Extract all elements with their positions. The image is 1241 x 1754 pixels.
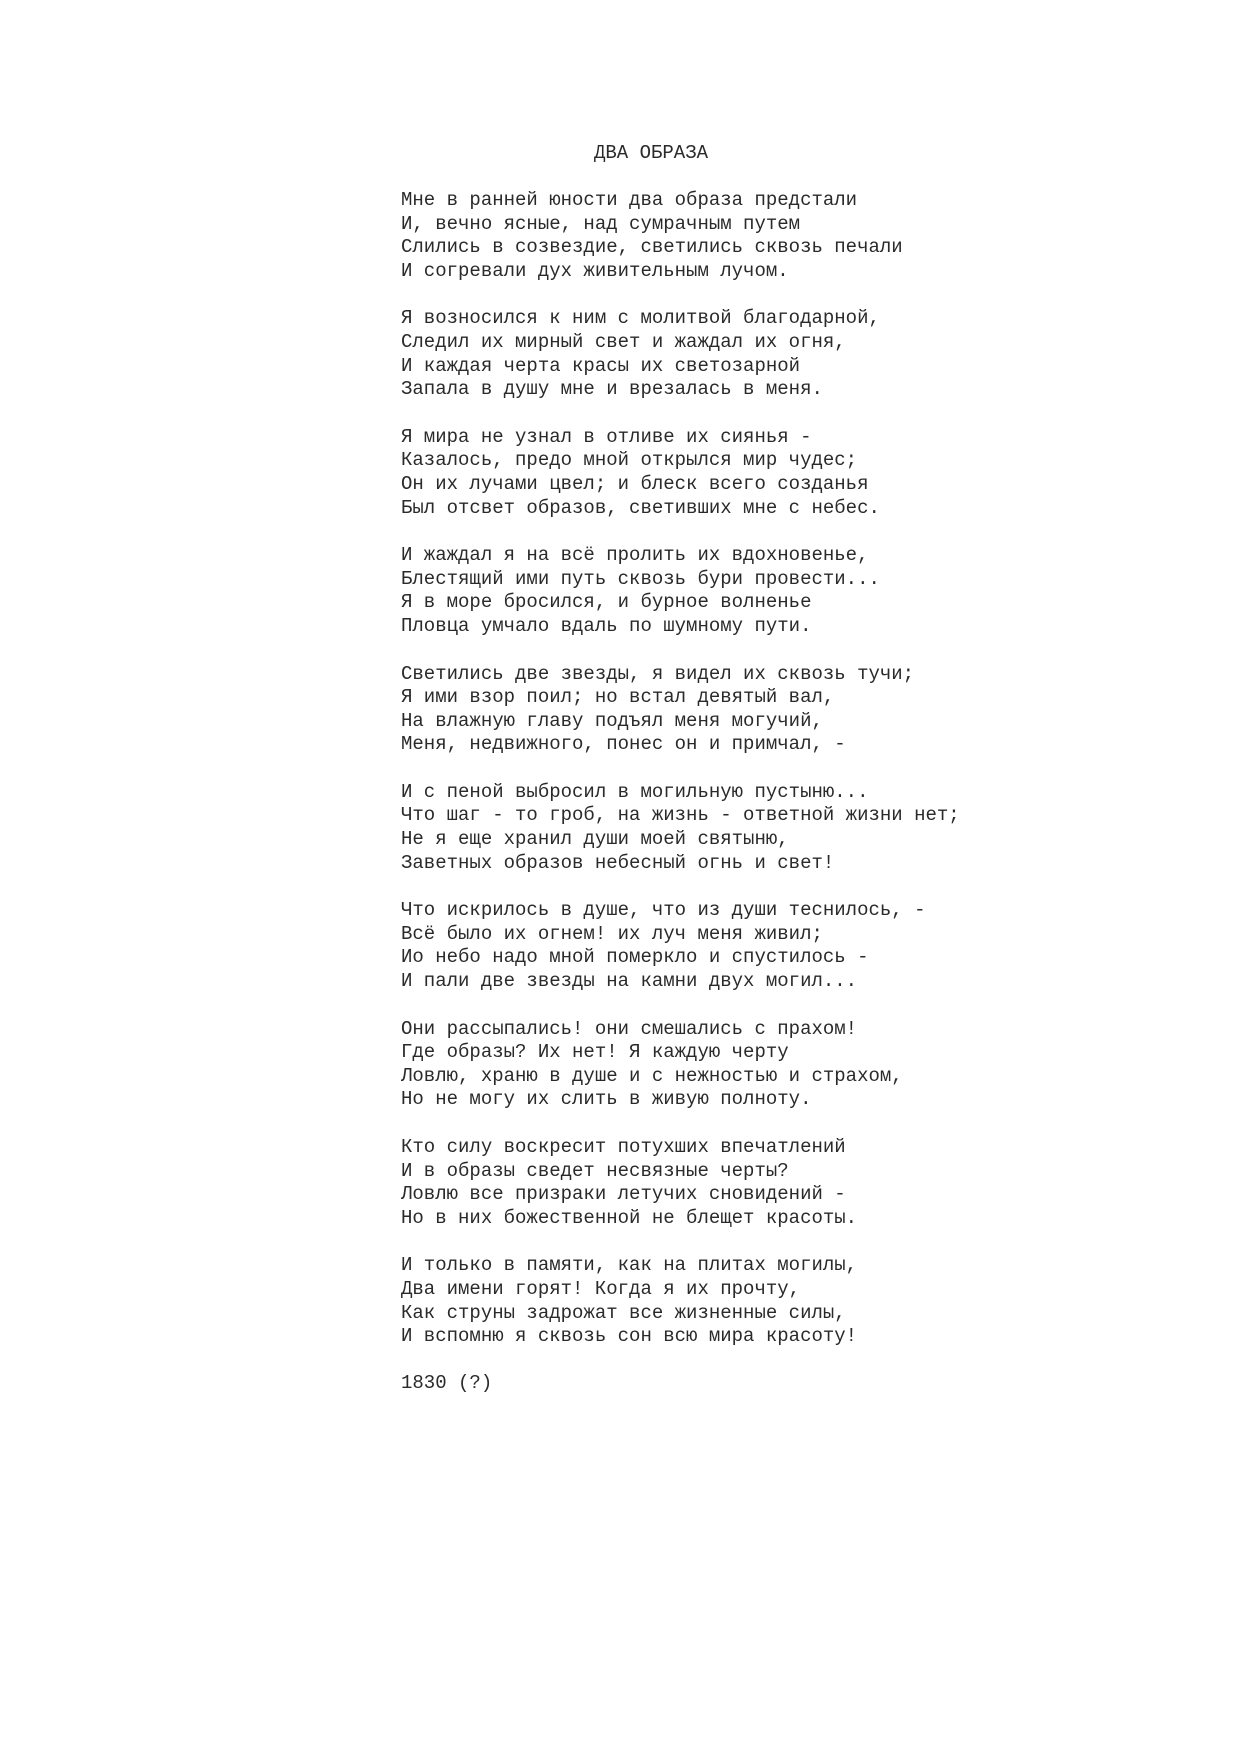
poem-line: И пали две звезды на камни двух могил... — [401, 970, 858, 993]
poem-line: Я ими взор поил; но встал девятый вал, — [401, 686, 835, 709]
poem-line: Что шаг - то гроб, на жизнь - ответной жизни нет; — [401, 804, 960, 827]
poem-line: Ио небо надо мной померкло и спустилось - — [401, 946, 869, 969]
poem-line: И вспомню я сквозь сон всю мира красоту! — [401, 1325, 858, 1348]
poem-line: Заветных образов небесный огнь и свет! — [401, 851, 835, 874]
poem-line: Я возносился к ним с молитвой благодарной, — [401, 307, 880, 330]
poem-line: Ловлю все призраки летучих сновидений - — [401, 1183, 846, 1206]
poem-stanza — [401, 544, 1221, 638]
poem-line: Казалось, предо мной открылся мир чудес; — [401, 449, 858, 472]
poem-line: И только в памяти, как на плитах могилы, — [401, 1254, 858, 1277]
poem-line: Кто силу воскресит потухших впечатлений — [401, 1136, 846, 1158]
poem-line: Мне в ранней юности два образа предстали — [401, 189, 858, 211]
poem-line: И согревали дух живительным лучом. — [401, 259, 789, 282]
poem-stanza — [401, 663, 1221, 757]
poem-line: Был отсвет образов, светивших мне с небес. — [401, 496, 880, 519]
poem-line: Я мира не узнал в отливе их сиянья - — [401, 425, 812, 448]
poem-line: Слились в созвездие, светились сквозь печали — [401, 236, 903, 259]
poem-line: Пловца умчало вдаль по шумному пути. — [401, 614, 812, 637]
poem-line: И в образы сведет несвязные черты? — [401, 1159, 789, 1182]
poem-line: Запала в душу мне и врезалась в меня. — [401, 378, 823, 401]
poem-stanza — [401, 307, 1221, 401]
poem-stanza — [401, 899, 1221, 993]
poem-line: Светились две звезды, я видел их сквозь тучи; — [401, 662, 915, 685]
poem-line: И с пеной выбросил в могильную пустыню... — [401, 780, 869, 803]
poem-date: 1830 (?) — [401, 1371, 493, 1394]
poem-line: Блестящий ими путь сквозь бури провести... — [401, 567, 880, 590]
poem-line: Всё было их огнем! их луч меня живил; — [401, 922, 823, 945]
poem-line: Следил их мирный свет и жаждал их огня, — [401, 330, 846, 353]
poem-line: Он их лучами цвел; и блеск всего созданья — [401, 472, 869, 495]
poem-stanza — [401, 1254, 1221, 1348]
poem-line: Меня, недвижного, понес он и примчал, - — [401, 733, 846, 756]
poem-line: Как струны задрожат все жизненные силы, — [401, 1301, 846, 1324]
poem-line: И каждая черта красы их светозарной — [401, 354, 801, 377]
poem-line: Они рассыпались! они смешались с прахом! — [401, 1017, 858, 1040]
poem-line: Но в них божественной не блещет красоты. — [401, 1206, 858, 1229]
poem-title: ДВА ОБРАЗА — [593, 142, 709, 164]
poem-line: На влажную главу подъял меня могучий, — [401, 709, 823, 732]
poem-stanza — [401, 781, 1221, 875]
poem-line: Ловлю, храню в душе и с нежностью и страхом, — [401, 1064, 903, 1087]
poem-stanza — [401, 1136, 1221, 1230]
poem-line: Что искрилось в душе, что из души теснилось, - — [401, 899, 926, 922]
poem-stanza — [401, 1018, 1221, 1112]
poem-line: Но не могу их слить в живую полноту. — [401, 1088, 812, 1111]
poem-stanza — [401, 189, 1221, 283]
poem-body — [401, 189, 1221, 1395]
poem-line: И жаждал я на всё пролить их вдохновенье, — [401, 544, 869, 567]
poem-line: Два имени горят! Когда я их прочту, — [401, 1277, 801, 1300]
poem-line: Не я еще хранил души моей святыню, — [401, 828, 789, 851]
poem-line: Я в море бросился, и бурное волненье — [401, 591, 812, 614]
poem-line: И, вечно ясные, над сумрачным путем — [401, 212, 801, 235]
poem-stanza — [401, 426, 1221, 520]
poem-line: Где образы? Их нет! Я каждую черту — [401, 1041, 789, 1064]
